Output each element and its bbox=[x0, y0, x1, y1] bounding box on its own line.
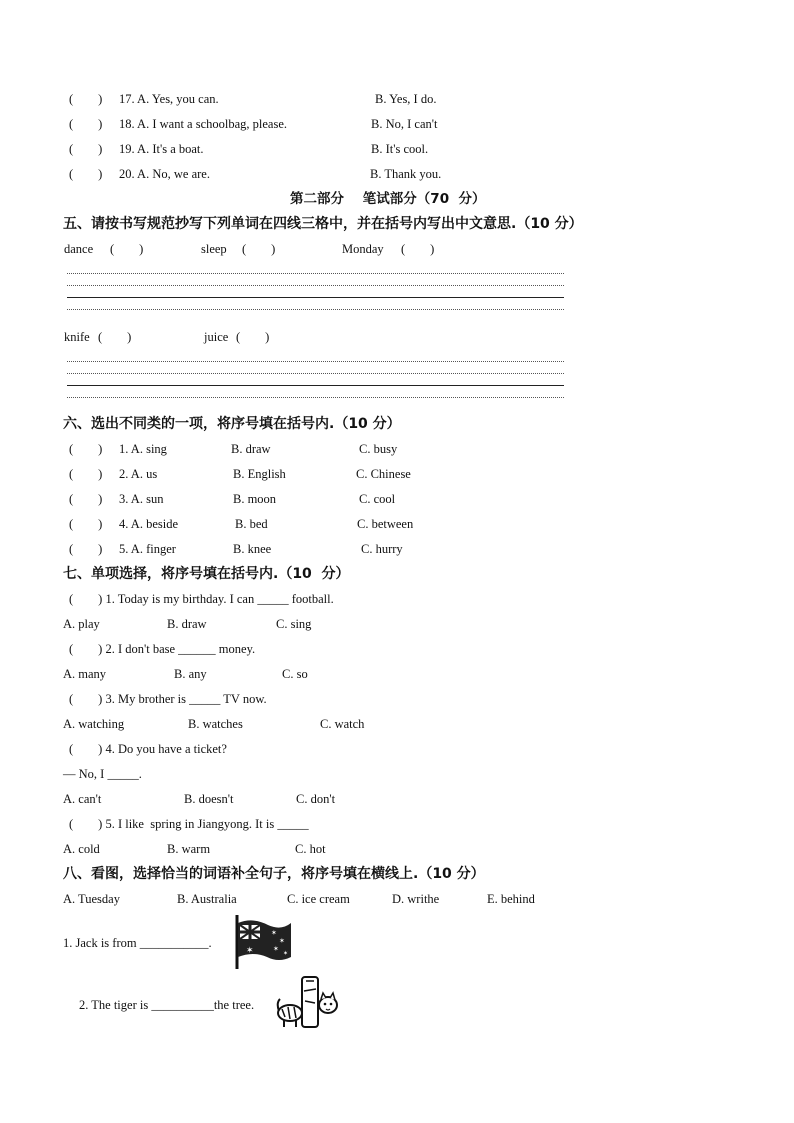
word-dance: dance bbox=[64, 242, 94, 256]
picture-question-2[interactable]: 2. The tiger is __________the tree. bbox=[79, 998, 255, 1012]
option-e: E. behind bbox=[487, 892, 535, 906]
svg-text:✶: ✶ bbox=[273, 945, 279, 953]
section7-title: 七、单项选择，将序号填在括号内.（10 分） bbox=[63, 566, 350, 582]
guide-line bbox=[67, 361, 564, 362]
option-b: B. Yes, I do. bbox=[375, 92, 437, 106]
australia-flag-icon bbox=[233, 913, 295, 971]
meaning-paren[interactable]: ( ) bbox=[98, 330, 132, 344]
option-c: C. hot bbox=[295, 842, 326, 856]
answer-paren[interactable]: ( ) bbox=[69, 467, 103, 481]
option-b: B. draw bbox=[167, 617, 207, 631]
option-b: B. bed bbox=[235, 517, 268, 531]
word-knife: knife bbox=[64, 330, 90, 344]
question-text: 18. A. I want a schoolbag, please. bbox=[119, 117, 288, 131]
option-c: C. busy bbox=[359, 442, 398, 456]
answer-line: — No, I _____. bbox=[63, 767, 142, 781]
option-a: 1. A. sing bbox=[119, 442, 167, 456]
option-a: 4. A. beside bbox=[119, 517, 179, 531]
option-c: C. between bbox=[357, 517, 414, 531]
svg-text:✶: ✶ bbox=[283, 950, 289, 957]
guide-line bbox=[67, 285, 564, 286]
option-c: C. so bbox=[282, 667, 308, 681]
answer-paren[interactable]: ( ) bbox=[69, 542, 103, 556]
guide-line bbox=[67, 309, 564, 310]
answer-paren[interactable]: ( ) bbox=[69, 142, 103, 156]
question-5[interactable]: ( ) 5. I like spring in Jiangyong. It is _____ bbox=[69, 817, 309, 831]
answer-paren[interactable]: ( ) bbox=[69, 92, 103, 106]
option-b: B. English bbox=[233, 467, 286, 481]
option-b: B. doesn't bbox=[184, 792, 234, 806]
question-text: 19. A. It's a boat. bbox=[119, 142, 204, 156]
option-b: B. watches bbox=[188, 717, 243, 731]
option-a: A. watching bbox=[63, 717, 125, 731]
option-b: B. draw bbox=[231, 442, 271, 456]
option-b: B. warm bbox=[167, 842, 211, 856]
part2-title: 第二部分 笔试部分（70 分） bbox=[290, 191, 486, 207]
option-a: A. play bbox=[63, 617, 100, 631]
svg-text:✶: ✶ bbox=[271, 929, 277, 937]
answer-paren[interactable]: ( ) bbox=[69, 117, 103, 131]
guide-line bbox=[67, 273, 564, 274]
section5-title: 五、请按书写规范抄写下列单词在四线三格中，并在括号内写出中文意思.（10 分） bbox=[63, 216, 583, 232]
option-d: D. writhe bbox=[392, 892, 440, 906]
base-line bbox=[67, 385, 564, 386]
answer-paren[interactable]: ( ) bbox=[69, 492, 103, 506]
option-b: B. No, I can't bbox=[371, 117, 438, 131]
word-monday: Monday bbox=[342, 242, 384, 256]
option-b: B. It's cool. bbox=[371, 142, 429, 156]
question-1[interactable]: ( ) 1. Today is my birthday. I can _____ football. bbox=[69, 592, 334, 606]
section8-title: 八、看图，选择恰当的词语补全句子，将序号填在横线上.（10 分） bbox=[63, 866, 485, 882]
question-text: 20. A. No, we are. bbox=[119, 167, 210, 181]
question-2[interactable]: ( ) 2. I don't base ______ money. bbox=[69, 642, 256, 656]
base-line bbox=[67, 297, 564, 298]
word-juice: juice bbox=[204, 330, 229, 344]
option-c: C. don't bbox=[296, 792, 336, 806]
answer-paren[interactable]: ( ) bbox=[69, 517, 103, 531]
option-c: C. ice cream bbox=[287, 892, 350, 906]
option-a: 3. A. sun bbox=[119, 492, 164, 506]
picture-question-1[interactable]: 1. Jack is from ___________. bbox=[63, 936, 212, 950]
option-c: C. Chinese bbox=[356, 467, 411, 481]
section6-title: 六、选出不同类的一项，将序号填在括号内.（10 分） bbox=[63, 416, 401, 432]
option-b: B. moon bbox=[233, 492, 277, 506]
answer-paren[interactable]: ( ) bbox=[69, 442, 103, 456]
meaning-paren[interactable]: ( ) bbox=[110, 242, 144, 256]
guide-line bbox=[67, 397, 564, 398]
question-3[interactable]: ( ) 3. My brother is _____ TV now. bbox=[69, 692, 267, 706]
option-a: 2. A. us bbox=[119, 467, 158, 481]
meaning-paren[interactable]: ( ) bbox=[401, 242, 435, 256]
option-b: B. Thank you. bbox=[370, 167, 442, 181]
word-sleep: sleep bbox=[201, 242, 227, 256]
option-a: A. can't bbox=[63, 792, 102, 806]
svg-text:✶: ✶ bbox=[279, 937, 285, 945]
svg-text:✶: ✶ bbox=[246, 946, 254, 956]
option-c: C. hurry bbox=[361, 542, 403, 556]
option-c: C. cool bbox=[359, 492, 396, 506]
option-b: B. knee bbox=[233, 542, 272, 556]
option-a: A. many bbox=[63, 667, 107, 681]
question-4[interactable]: ( ) 4. Do you have a ticket? bbox=[69, 742, 227, 756]
option-c: C. watch bbox=[320, 717, 365, 731]
answer-paren[interactable]: ( ) bbox=[69, 167, 103, 181]
option-a: 5. A. finger bbox=[119, 542, 176, 556]
question-text: 17. A. Yes, you can. bbox=[119, 92, 219, 106]
option-b: B. Australia bbox=[177, 892, 237, 906]
option-a: A. Tuesday bbox=[63, 892, 120, 906]
tiger-tree-icon bbox=[276, 973, 340, 1031]
meaning-paren[interactable]: ( ) bbox=[236, 330, 270, 344]
meaning-paren[interactable]: ( ) bbox=[242, 242, 276, 256]
guide-line bbox=[67, 373, 564, 374]
option-b: B. any bbox=[174, 667, 207, 681]
option-a: A. cold bbox=[63, 842, 100, 856]
option-c: C. sing bbox=[276, 617, 312, 631]
